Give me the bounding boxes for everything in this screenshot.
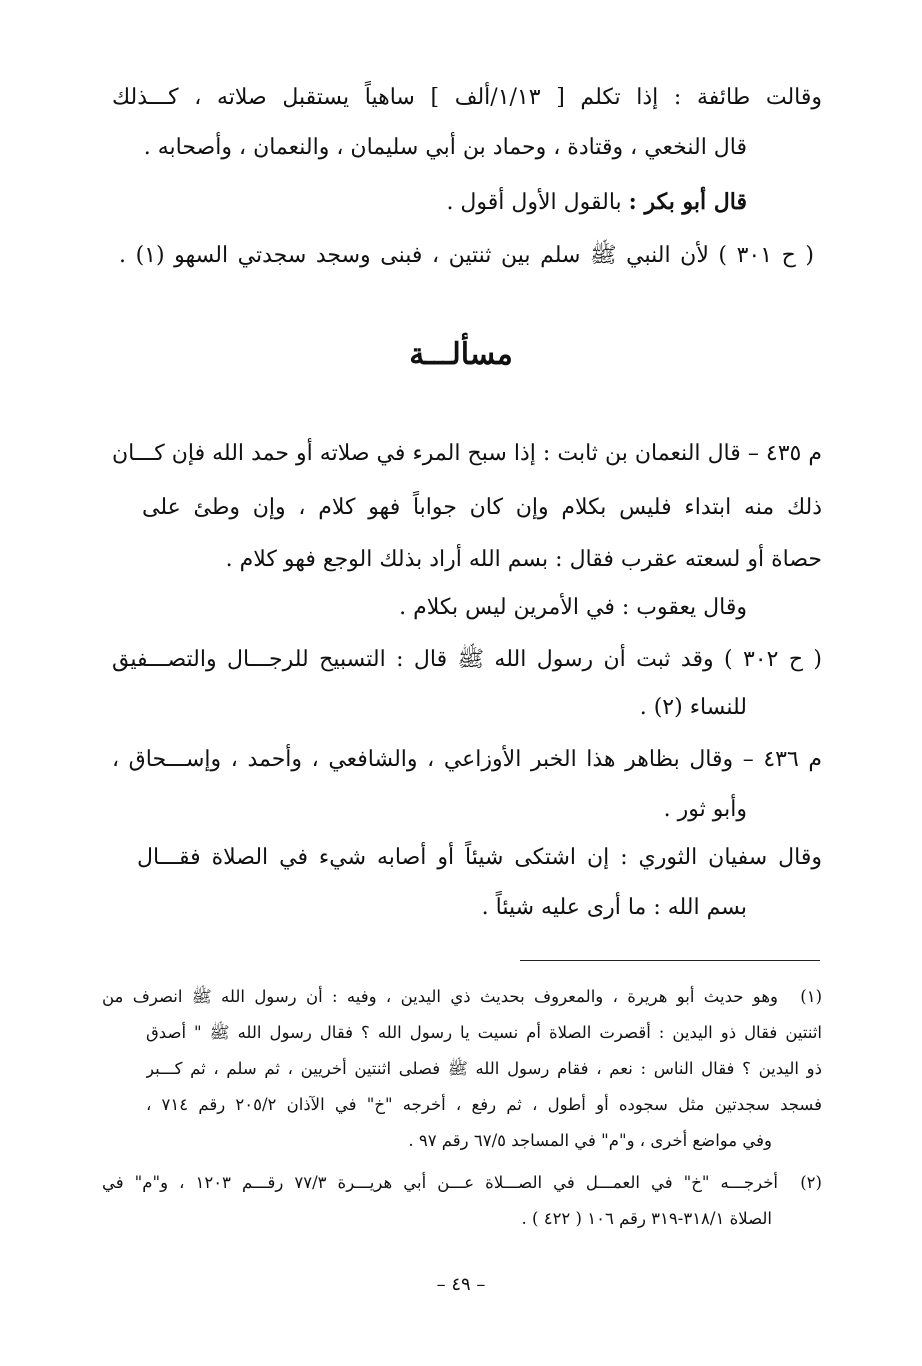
footnote-1-number: (١) — [800, 987, 822, 1006]
footnote-divider — [520, 960, 820, 961]
abu-bakr-label: قال أبو بكر : — [628, 189, 747, 215]
footnote-2-first-line — [102, 1166, 822, 1200]
text-line: ذلك منه ابتداء فليس بكلام وإن كان جواباً فهو كلام ، وإن وطئ على — [142, 495, 822, 520]
text-line: قال النخعي ، وقتادة ، وحماد بن أبي سليمان ، والنعمان ، وأصحابه . — [143, 135, 747, 160]
footnote-1-line: وهو حديث أبو هريرة ، والمعروف بحديث ذي اليدين ، وفيه : أن رسول الله ﷺ انصرف من — [102, 987, 778, 1006]
yaqub-line: وقال يعقوب : في الأمرين ليس بكلام . — [399, 595, 747, 620]
footnote-1-line: ذو اليدين ؟ فقال الناس : نعم ، فقام رسول الله ﷺ فصلى اثنتين أخريين ، ثم سلم ، ثم كـــبر — [146, 1059, 822, 1078]
footnote-2-line: أخرجـــه "خ" في العمـــل في الصـــلاة عـــن أبي هريـــرة ٧٧/٣ رقـــم ١٢٠٣ ، و"م" في — [102, 1173, 778, 1192]
text-line: وأبو ثور . — [663, 797, 747, 822]
footnote-1-line: وفي مواضع أخرى ، و"م" في المساجد ٦٧/٥ رقم ٩٧ . — [408, 1131, 772, 1150]
footnote-1-line: اثنتين فقال ذو اليدين : أقصرت الصلاة أم نسيت يا رسول الله ؟ فقال رسول الله ﷺ " أصدق — [146, 1023, 822, 1042]
page-number: – ٤٩ – — [436, 1274, 486, 1295]
footnote-2-line: الصلاة ٣١٨/١-٣١٩ رقم ١٠٦ ( ٤٢٢ ) . — [521, 1209, 772, 1228]
section-heading: مسألـــة — [409, 337, 513, 372]
footnote-1-first-line — [102, 980, 822, 1014]
issue-436-line: م ٤٣٦ – وقال بظاهر هذا الخبر الأوزاعي ، والشافعي ، وأحمد ، وإســـحاق ، — [112, 747, 822, 772]
text-line: بسم الله : ما أرى عليه شيئاً . — [481, 895, 747, 920]
thawri-line: وقال سفيان الثوري : إن اشتكى شيئاً أو أصابه شيء في الصلاة فقـــال — [137, 845, 822, 870]
text-line: للنساء (٢) . — [639, 695, 747, 720]
issue-435-line: م ٤٣٥ – قال النعمان بن ثابت : إذا سبح المرء في صلاته أو حمد الله فإن كـــان — [112, 441, 822, 466]
text-line: وقالت طائفة : إذا تكلم [ ١/١٣/ألف ] ساهياً يستقبل صلاته ، كـــذلك — [112, 85, 822, 110]
hadith-301-line: ( ح ٣٠١ ) لأن النبي ﷺ سلم بين ثنتين ، فبنى وسجد سجدتي السهو (١) . — [119, 243, 814, 268]
footnote-2-number: (٢) — [800, 1173, 822, 1192]
abu-bakr-line — [112, 182, 747, 222]
abu-bakr-statement: بالقول الأول أقول . — [446, 190, 622, 215]
hadith-302-line: ( ح ٣٠٢ ) وقد ثبت أن رسول الله ﷺ قال : التسبيح للرجـــال والتصـــفيق — [112, 647, 822, 672]
footnote-1-line: فسجد سجدتين مثل سجوده أو أطول ، ثم رفع ، أخرجه "خ" في الآذان ٢٠٥/٢ رقم ٧١٤ ، — [146, 1095, 822, 1114]
text-line: حصاة أو لسعته عقرب فقال : بسم الله أراد بذلك الوجع فهو كلام . — [225, 547, 822, 572]
